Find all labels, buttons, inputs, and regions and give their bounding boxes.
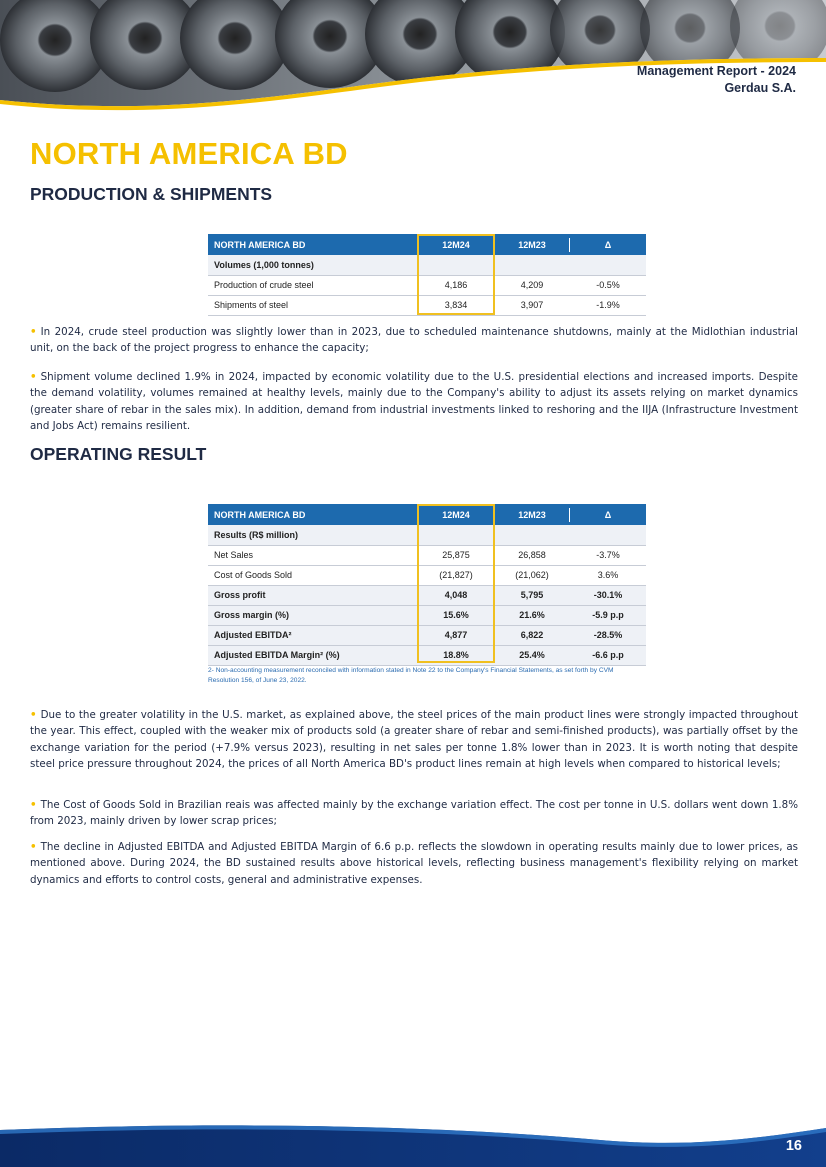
table-cell: Shipments of steel bbox=[208, 295, 418, 315]
table-cell: 3,907 bbox=[494, 295, 570, 315]
table-subheader-row bbox=[208, 255, 646, 275]
bullet-marker: • bbox=[30, 371, 37, 383]
report-title: Management Report - 2024 bbox=[636, 64, 796, 78]
table-cell: -3.7% bbox=[570, 545, 646, 565]
table-header-cell: 12M24 bbox=[418, 234, 494, 255]
table-cell: -5.9 p.p bbox=[570, 605, 646, 625]
bullet-marker: • bbox=[30, 326, 37, 338]
table-cell: 4,209 bbox=[494, 275, 570, 295]
table-row bbox=[208, 605, 646, 625]
company-name: Gerdau S.A. bbox=[724, 81, 796, 95]
table-cell: 3,834 bbox=[418, 295, 494, 315]
header-divider bbox=[569, 238, 570, 252]
table-row bbox=[208, 545, 646, 565]
table-cell: 25.4% bbox=[494, 645, 570, 665]
table-header-cell: 12M24 bbox=[418, 504, 494, 525]
table-cell: (21,827) bbox=[418, 565, 494, 585]
table-header-cell: NORTH AMERICA BD bbox=[208, 234, 418, 255]
footer-wave bbox=[0, 1118, 826, 1167]
table-header-cell: 12M23 bbox=[494, 234, 570, 255]
table-row bbox=[208, 645, 646, 665]
table-row bbox=[208, 625, 646, 645]
paragraph-operating-1: • Due to the greater volatility in the U.S. market, as explained above, the steel prices of the main product lines were strongly impacted throughout the year. This effect, coupled with the weaker mix of products sold (a greater share of rebar and semi-finished products), was partially offset by the exchange variation for the period (+7.9% versus 2023), resulting in net sales per tonne 1.8% lower than in 2023. It is worth noting that despite steel price pressure throughout 2024, the prices of all North America BD's product lines remain at high levels when compared to historical levels; bbox=[30, 709, 798, 770]
table-cell: 4,186 bbox=[418, 275, 494, 295]
table-cell: 4,877 bbox=[418, 625, 494, 645]
table-subheader: Volumes (1,000 tonnes) bbox=[208, 255, 418, 275]
table-cell: 25,875 bbox=[418, 545, 494, 565]
table-footnote: 2- Non-accounting measurement reconciled with information stated in Note 22 to the Company's Financial Statements, as set forth by CVM Resolution 156, of June 23, 2022. bbox=[208, 667, 614, 684]
table-cell: Adjusted EBITDA Margin² (%) bbox=[208, 645, 418, 665]
table-cell: 15.6% bbox=[418, 605, 494, 625]
table-cell: 4,048 bbox=[418, 585, 494, 605]
table-cell: Cost of Goods Sold bbox=[208, 565, 418, 585]
table-cell: Adjusted EBITDA² bbox=[208, 625, 418, 645]
table-header-cell: NORTH AMERICA BD bbox=[208, 504, 418, 525]
table-row bbox=[208, 295, 646, 315]
page-title: NORTH AMERICA BD bbox=[30, 136, 348, 171]
operating-result-table bbox=[208, 504, 646, 666]
header-divider bbox=[569, 508, 570, 522]
bullet-marker: • bbox=[30, 799, 37, 811]
report-header bbox=[637, 63, 796, 97]
production-table bbox=[208, 234, 646, 316]
table-cell: 18.8% bbox=[418, 645, 494, 665]
table-row bbox=[208, 275, 646, 295]
page-number: 16 bbox=[785, 1138, 802, 1154]
table-cell: Gross profit bbox=[208, 585, 418, 605]
table-cell: 26,858 bbox=[494, 545, 570, 565]
table-row bbox=[208, 565, 646, 585]
table-cell: 6,822 bbox=[494, 625, 570, 645]
paragraph-operating-3: • The decline in Adjusted EBITDA and Adjusted EBITDA Margin of 6.6 p.p. reflects the slowdown in operating results mainly due to lower prices, as mentioned above. During 2024, the BD sustained results above historical levels, reflecting business management's flexibility relying on market dynamics and efforts to control costs, general and administrative expenses. bbox=[30, 841, 798, 886]
bullet-marker: • bbox=[30, 709, 37, 721]
header-banner-steel-coils bbox=[0, 0, 826, 120]
table-subheader: Results (R$ million) bbox=[208, 525, 418, 545]
table-row bbox=[208, 585, 646, 605]
table-cell: 5,795 bbox=[494, 585, 570, 605]
section-title-production: PRODUCTION & SHIPMENTS bbox=[30, 184, 273, 204]
bullet-marker: • bbox=[30, 841, 37, 853]
table-cell: Gross margin (%) bbox=[208, 605, 418, 625]
table-subheader-row bbox=[208, 525, 646, 545]
table-header-cell: Δ bbox=[570, 504, 646, 525]
section-title-operating: OPERATING RESULT bbox=[30, 444, 207, 464]
table-header-cell: 12M23 bbox=[494, 504, 570, 525]
paragraph-operating-2: • The Cost of Goods Sold in Brazilian reais was affected mainly by the exchange variation effect. The cost per tonne in U.S. dollars went down 1.8% from 2023, mainly driven by lower scrap prices; bbox=[30, 799, 798, 828]
table-cell: -0.5% bbox=[570, 275, 646, 295]
table-cell: Net Sales bbox=[208, 545, 418, 565]
table-cell: -28.5% bbox=[570, 625, 646, 645]
table-header-row bbox=[208, 504, 646, 525]
table-cell: 3.6% bbox=[570, 565, 646, 585]
table-cell: -30.1% bbox=[570, 585, 646, 605]
table-cell: (21,062) bbox=[494, 565, 570, 585]
table-header-row bbox=[208, 234, 646, 255]
paragraph-production-2: • Shipment volume declined 1.9% in 2024, impacted by economic volatility due to the U.S. presidential elections and increased imports. Despite the demand volatility, volumes remained at healthy levels, mainly due to the Company's ability to adjust its assets relying on market dynamics (greater share of rebar in the sales mix). In addition, demand from industrial investments linked to reshoring and the IIJA (Infrastructure Investment and Jobs Act) remains resilient. bbox=[30, 371, 798, 432]
table-header-cell: Δ bbox=[570, 234, 646, 255]
paragraph-production-1: • In 2024, crude steel production was slightly lower than in 2023, due to scheduled maintenance shutdowns, mainly at the Midlothian industrial unit, on the back of the project progress to enhance the capacity; bbox=[30, 326, 798, 355]
table-cell: -1.9% bbox=[570, 295, 646, 315]
table-cell: 21.6% bbox=[494, 605, 570, 625]
table-cell: -6.6 p.p bbox=[570, 645, 646, 665]
table-cell: Production of crude steel bbox=[208, 275, 418, 295]
